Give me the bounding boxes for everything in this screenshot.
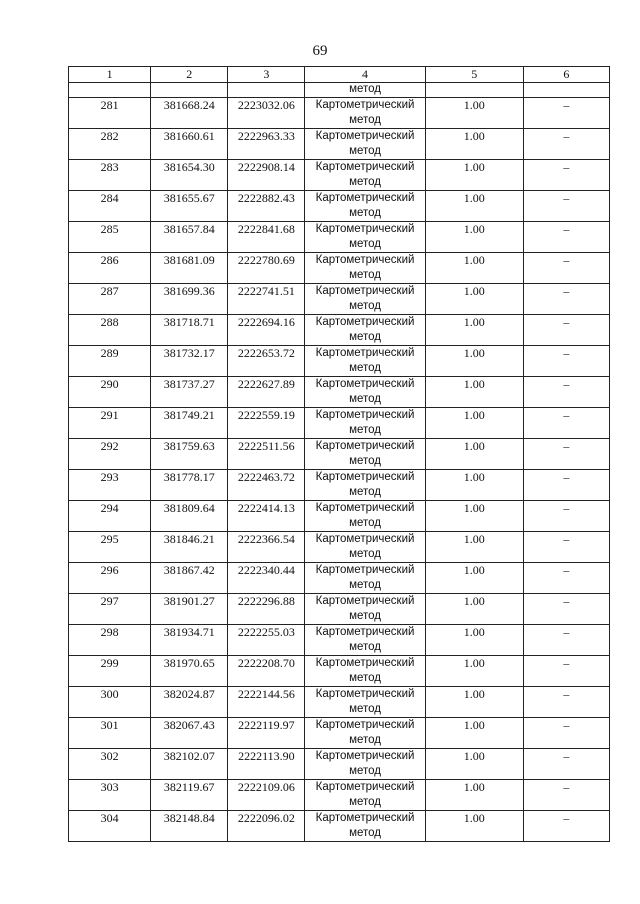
note-cell: – (523, 656, 609, 687)
method-cell: Картометрический метод (305, 439, 425, 470)
header-col-1: 1 (69, 67, 151, 83)
note-cell: – (523, 563, 609, 594)
cell-empty (425, 83, 523, 98)
point-number-cell: 301 (69, 718, 151, 749)
x-coordinate-cell: 382067.43 (151, 718, 228, 749)
accuracy-cell: 1.00 (425, 253, 523, 284)
continuation-method-cell: метод (305, 83, 425, 98)
header-col-6: 6 (523, 67, 609, 83)
x-coordinate-cell: 382148.84 (151, 811, 228, 842)
y-coordinate-cell: 2222511.56 (228, 439, 305, 470)
y-coordinate-cell: 2222296.88 (228, 594, 305, 625)
note-cell: – (523, 315, 609, 346)
y-coordinate-cell: 2222780.69 (228, 253, 305, 284)
table-body (69, 83, 610, 842)
note-cell: – (523, 346, 609, 377)
accuracy-cell: 1.00 (425, 222, 523, 253)
table-row (69, 718, 610, 749)
y-coordinate-cell: 2223032.06 (228, 98, 305, 129)
y-coordinate-cell: 2222653.72 (228, 346, 305, 377)
accuracy-cell: 1.00 (425, 377, 523, 408)
x-coordinate-cell: 382102.07 (151, 749, 228, 780)
note-cell: – (523, 687, 609, 718)
method-cell: Картометрический метод (305, 687, 425, 718)
table-row (69, 749, 610, 780)
y-coordinate-cell: 2222366.54 (228, 532, 305, 563)
x-coordinate-cell: 381732.17 (151, 346, 228, 377)
method-cell: Картометрический метод (305, 470, 425, 501)
table-row (69, 98, 610, 129)
point-number-cell: 282 (69, 129, 151, 160)
note-cell: – (523, 718, 609, 749)
x-coordinate-cell: 381657.84 (151, 222, 228, 253)
table-row (69, 160, 610, 191)
header-col-3: 3 (228, 67, 305, 83)
y-coordinate-cell: 2222208.70 (228, 656, 305, 687)
table-row (69, 439, 610, 470)
header-col-5: 5 (425, 67, 523, 83)
point-number-cell: 296 (69, 563, 151, 594)
method-cell: Картометрический метод (305, 563, 425, 594)
note-cell: – (523, 470, 609, 501)
y-coordinate-cell: 2222119.97 (228, 718, 305, 749)
continuation-row (69, 83, 610, 98)
table-row (69, 284, 610, 315)
y-coordinate-cell: 2222741.51 (228, 284, 305, 315)
y-coordinate-cell: 2222882.43 (228, 191, 305, 222)
note-cell: – (523, 98, 609, 129)
y-coordinate-cell: 2222908.14 (228, 160, 305, 191)
note-cell: – (523, 191, 609, 222)
table-row (69, 687, 610, 718)
table-row (69, 625, 610, 656)
note-cell: – (523, 439, 609, 470)
x-coordinate-cell: 381970.65 (151, 656, 228, 687)
x-coordinate-cell: 381681.09 (151, 253, 228, 284)
x-coordinate-cell: 381901.27 (151, 594, 228, 625)
method-cell: Картометрический метод (305, 222, 425, 253)
accuracy-cell: 1.00 (425, 749, 523, 780)
table-row (69, 780, 610, 811)
accuracy-cell: 1.00 (425, 563, 523, 594)
accuracy-cell: 1.00 (425, 811, 523, 842)
note-cell: – (523, 625, 609, 656)
method-cell: Картометрический метод (305, 749, 425, 780)
method-cell: Картометрический метод (305, 625, 425, 656)
table-row (69, 532, 610, 563)
method-cell: Картометрический метод (305, 780, 425, 811)
accuracy-cell: 1.00 (425, 687, 523, 718)
method-cell: Картометрический метод (305, 532, 425, 563)
note-cell: – (523, 284, 609, 315)
y-coordinate-cell: 2222113.90 (228, 749, 305, 780)
point-number-cell: 294 (69, 501, 151, 532)
point-number-cell: 292 (69, 439, 151, 470)
cell-empty (228, 83, 305, 98)
note-cell: – (523, 780, 609, 811)
y-coordinate-cell: 2222255.03 (228, 625, 305, 656)
table-row (69, 377, 610, 408)
x-coordinate-cell: 381749.21 (151, 408, 228, 439)
y-coordinate-cell: 2222627.89 (228, 377, 305, 408)
accuracy-cell: 1.00 (425, 656, 523, 687)
point-number-cell: 300 (69, 687, 151, 718)
accuracy-cell: 1.00 (425, 532, 523, 563)
accuracy-cell: 1.00 (425, 346, 523, 377)
table-row (69, 811, 610, 842)
note-cell: – (523, 532, 609, 563)
x-coordinate-cell: 381654.30 (151, 160, 228, 191)
header-col-4: 4 (305, 67, 425, 83)
y-coordinate-cell: 2222694.16 (228, 315, 305, 346)
table-row (69, 315, 610, 346)
method-cell: Картометрический метод (305, 811, 425, 842)
table-row (69, 594, 610, 625)
note-cell: – (523, 129, 609, 160)
y-coordinate-cell: 2222841.68 (228, 222, 305, 253)
accuracy-cell: 1.00 (425, 625, 523, 656)
cell-empty (151, 83, 228, 98)
method-cell: Картометрический метод (305, 718, 425, 749)
method-cell: Картометрический метод (305, 191, 425, 222)
accuracy-cell: 1.00 (425, 408, 523, 439)
note-cell: – (523, 594, 609, 625)
note-cell: – (523, 222, 609, 253)
x-coordinate-cell: 381655.67 (151, 191, 228, 222)
point-number-cell: 281 (69, 98, 151, 129)
accuracy-cell: 1.00 (425, 501, 523, 532)
point-number-cell: 295 (69, 532, 151, 563)
point-number-cell: 298 (69, 625, 151, 656)
x-coordinate-cell: 381867.42 (151, 563, 228, 594)
table-row (69, 253, 610, 284)
x-coordinate-cell: 381934.71 (151, 625, 228, 656)
note-cell: – (523, 749, 609, 780)
method-cell: Картометрический метод (305, 594, 425, 625)
method-cell: Картометрический метод (305, 129, 425, 160)
header-col-2: 2 (151, 67, 228, 83)
page-number: 69 (312, 43, 328, 59)
y-coordinate-cell: 2222463.72 (228, 470, 305, 501)
accuracy-cell: 1.00 (425, 780, 523, 811)
note-cell: – (523, 811, 609, 842)
y-coordinate-cell: 2222414.13 (228, 501, 305, 532)
header-row (69, 67, 610, 83)
table-row (69, 501, 610, 532)
x-coordinate-cell: 381668.24 (151, 98, 228, 129)
point-number-cell: 297 (69, 594, 151, 625)
point-number-cell: 302 (69, 749, 151, 780)
method-cell: Картометрический метод (305, 346, 425, 377)
accuracy-cell: 1.00 (425, 191, 523, 222)
table-row (69, 129, 610, 160)
x-coordinate-cell: 381759.63 (151, 439, 228, 470)
accuracy-cell: 1.00 (425, 718, 523, 749)
x-coordinate-cell: 381737.27 (151, 377, 228, 408)
table-row (69, 563, 610, 594)
x-coordinate-cell: 381778.17 (151, 470, 228, 501)
method-cell: Картометрический метод (305, 315, 425, 346)
method-cell: Картометрический метод (305, 98, 425, 129)
point-number-cell: 288 (69, 315, 151, 346)
cell-empty (69, 83, 151, 98)
y-coordinate-cell: 2222963.33 (228, 129, 305, 160)
accuracy-cell: 1.00 (425, 129, 523, 160)
method-cell: Картометрический метод (305, 253, 425, 284)
point-number-cell: 299 (69, 656, 151, 687)
x-coordinate-cell: 381699.36 (151, 284, 228, 315)
point-number-cell: 287 (69, 284, 151, 315)
point-number-cell: 284 (69, 191, 151, 222)
point-number-cell: 285 (69, 222, 151, 253)
accuracy-cell: 1.00 (425, 98, 523, 129)
accuracy-cell: 1.00 (425, 470, 523, 501)
note-cell: – (523, 160, 609, 191)
method-cell: Картометрический метод (305, 656, 425, 687)
accuracy-cell: 1.00 (425, 315, 523, 346)
table-row (69, 346, 610, 377)
x-coordinate-cell: 382024.87 (151, 687, 228, 718)
table-row (69, 408, 610, 439)
note-cell: – (523, 501, 609, 532)
y-coordinate-cell: 2222340.44 (228, 563, 305, 594)
table-row (69, 191, 610, 222)
point-number-cell: 291 (69, 408, 151, 439)
x-coordinate-cell: 381809.64 (151, 501, 228, 532)
y-coordinate-cell: 2222144.56 (228, 687, 305, 718)
cell-empty (523, 83, 609, 98)
x-coordinate-cell: 381846.21 (151, 532, 228, 563)
point-number-cell: 286 (69, 253, 151, 284)
accuracy-cell: 1.00 (425, 594, 523, 625)
accuracy-cell: 1.00 (425, 160, 523, 191)
point-number-cell: 290 (69, 377, 151, 408)
accuracy-cell: 1.00 (425, 284, 523, 315)
method-cell: Картометрический метод (305, 501, 425, 532)
method-cell: Картометрический метод (305, 284, 425, 315)
point-number-cell: 293 (69, 470, 151, 501)
method-cell: Картометрический метод (305, 408, 425, 439)
table-row (69, 222, 610, 253)
y-coordinate-cell: 2222096.02 (228, 811, 305, 842)
x-coordinate-cell: 382119.67 (151, 780, 228, 811)
accuracy-cell: 1.00 (425, 439, 523, 470)
x-coordinate-cell: 381660.61 (151, 129, 228, 160)
note-cell: – (523, 377, 609, 408)
point-number-cell: 304 (69, 811, 151, 842)
note-cell: – (523, 408, 609, 439)
y-coordinate-cell: 2222109.06 (228, 780, 305, 811)
x-coordinate-cell: 381718.71 (151, 315, 228, 346)
point-number-cell: 303 (69, 780, 151, 811)
table-row (69, 470, 610, 501)
method-cell: Картометрический метод (305, 377, 425, 408)
point-number-cell: 283 (69, 160, 151, 191)
y-coordinate-cell: 2222559.19 (228, 408, 305, 439)
note-cell: – (523, 253, 609, 284)
point-number-cell: 289 (69, 346, 151, 377)
method-cell: Картометрический метод (305, 160, 425, 191)
coordinates-table (68, 66, 610, 842)
table-row (69, 656, 610, 687)
